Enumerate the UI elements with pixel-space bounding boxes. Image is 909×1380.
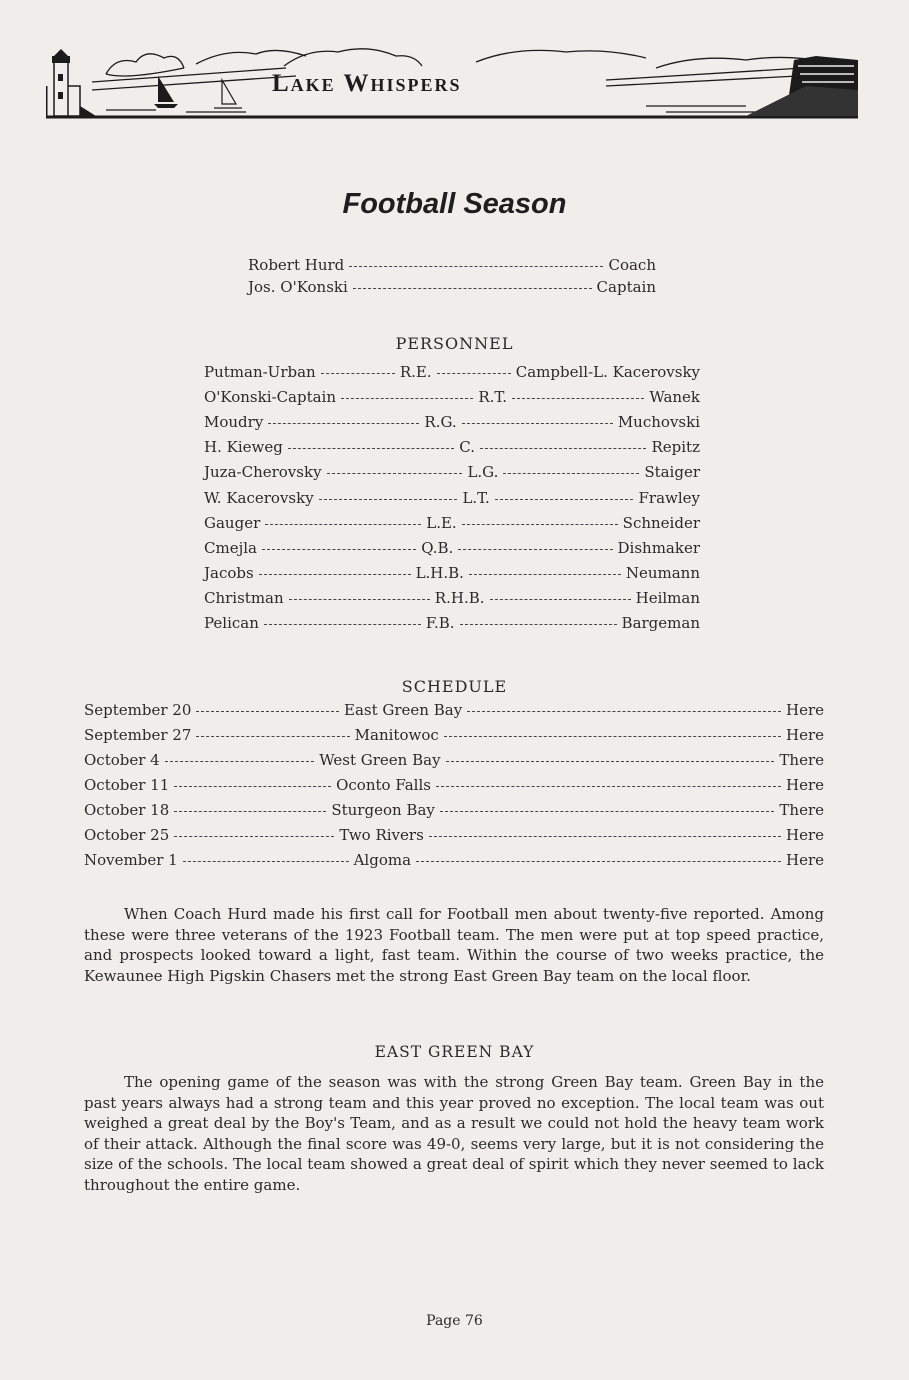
player-left: Moudry [204, 413, 264, 432]
game-opponent: Manitowoc [354, 726, 439, 744]
schedule-row [84, 851, 824, 873]
dotted-leader [460, 624, 617, 625]
dotted-leader [174, 811, 326, 812]
player-right: Campbell-L. Kacerovsky [515, 363, 701, 381]
dotted-leader [467, 711, 781, 712]
player-position: L.T. [462, 488, 490, 507]
game-date: October 25 [84, 826, 170, 844]
schedule-row [84, 801, 824, 823]
dotted-leader [462, 524, 618, 525]
player-position: F.B. [425, 614, 455, 632]
player-right: Wanek [649, 388, 701, 407]
dotted-leader [341, 398, 473, 399]
player-left: Juza-Cherovsky [204, 463, 322, 482]
personnel-row [204, 489, 700, 511]
dotted-leader [289, 599, 430, 600]
dotted-leader [512, 398, 644, 399]
player-left: W. Kacerovsky [204, 488, 314, 507]
official-name: Jos. O'Konski [248, 278, 348, 296]
player-right: Neumann [625, 563, 700, 582]
dotted-leader [429, 836, 781, 837]
dotted-leader [436, 786, 781, 787]
dotted-leader [349, 266, 603, 267]
dotted-leader [437, 373, 511, 374]
dotted-leader [416, 861, 781, 862]
cliff-icon [746, 56, 858, 116]
game-date: October 11 [84, 776, 170, 794]
player-position: L.E. [426, 513, 457, 532]
dotted-leader [264, 624, 421, 625]
dotted-leader [268, 423, 419, 424]
schedule-row [84, 701, 824, 723]
dotted-leader [444, 736, 781, 737]
banner-title: Lake Whispers [272, 70, 462, 97]
game-opponent: West Green Bay [319, 751, 441, 769]
player-right: Bargeman [621, 614, 700, 632]
player-left: Jacobs [204, 563, 254, 582]
dotted-leader [174, 786, 331, 787]
official-name: Robert Hurd [248, 256, 345, 274]
dotted-leader [353, 288, 592, 289]
dotted-leader [259, 574, 411, 575]
official-row [248, 278, 656, 296]
personnel-row [204, 564, 700, 586]
personnel-row [204, 363, 700, 385]
game-date: September 20 [84, 701, 192, 719]
dotted-leader [262, 549, 416, 550]
dotted-leader [165, 761, 314, 762]
dotted-leader [480, 448, 646, 449]
game-paragraph: The opening game of the season was with the strong Green Bay team. Green Bay in the past years always had a strong team and this year proved no exception. The local team was out weighed a great deal by the Boy's Team, and as a result we could not hold the heavy team work of their attack. Although the final score was 49-0, seems very large, but it is not considering the size of the schools. The local team showed a great deal of spirit which they never seemed to lack throughout the entire game. [84, 1073, 824, 1194]
player-right: Dishmaker [617, 538, 701, 557]
player-position: Q.B. [421, 538, 454, 557]
game-opponent: Sturgeon Bay [331, 801, 435, 819]
personnel-row [204, 413, 700, 435]
dotted-leader [321, 373, 395, 374]
game-location: Here [785, 851, 824, 869]
game-date: October 18 [84, 801, 170, 819]
dotted-leader [503, 473, 639, 474]
player-left: Gauger [204, 513, 261, 532]
player-left: O'Konski-Captain [204, 388, 337, 407]
lake-whispers-banner [46, 46, 858, 120]
player-left: Putman-Urban [204, 363, 316, 381]
game-opponent: East Green Bay [344, 701, 463, 719]
official-row [248, 256, 656, 274]
game-location: There [779, 801, 825, 819]
player-right: Repitz [651, 438, 700, 457]
player-position: R.T. [478, 388, 507, 407]
page-number: Page 76 [426, 1313, 483, 1329]
personnel-row [204, 614, 700, 636]
dotted-leader [174, 836, 334, 837]
player-right: Muchovski [617, 413, 700, 432]
game-date: October 4 [84, 751, 160, 769]
dotted-leader [265, 524, 421, 525]
game-date: November 1 [84, 851, 178, 869]
player-position: R.G. [424, 413, 457, 432]
schedule-row [84, 751, 824, 773]
dotted-leader [196, 736, 349, 737]
player-left: Cmejla [204, 538, 257, 557]
dotted-leader [288, 448, 454, 449]
game-location: Here [785, 726, 824, 744]
personnel-row [204, 388, 700, 410]
player-right: Heilman [635, 588, 701, 607]
player-right: Frawley [638, 488, 700, 507]
personnel-row [204, 438, 700, 460]
dotted-leader [462, 423, 613, 424]
player-left: Christman [204, 588, 284, 607]
dotted-leader [183, 861, 349, 862]
game-location: Here [786, 776, 825, 794]
dotted-leader [458, 549, 612, 550]
game-location: Here [785, 826, 824, 844]
game-location: Here [785, 701, 824, 719]
official-role: Coach [608, 256, 656, 274]
personnel-heading: PERSONNEL [395, 334, 514, 353]
game-date: September 27 [84, 726, 192, 744]
schedule-row [84, 726, 824, 748]
game-opponent: Algoma [353, 851, 412, 869]
game-location: There [779, 751, 824, 769]
schedule-row [84, 826, 824, 848]
personnel-row [204, 463, 700, 485]
page-title: Football Season [342, 188, 567, 220]
personnel-row [204, 539, 700, 561]
dotted-leader [495, 499, 634, 500]
dotted-leader [319, 499, 458, 500]
player-position: R.E. [399, 363, 432, 381]
dotted-leader [327, 473, 463, 474]
player-position: L.H.B. [415, 563, 464, 582]
schedule-heading: SCHEDULE [401, 677, 508, 696]
personnel-row [204, 589, 700, 611]
dotted-leader [446, 761, 775, 762]
game-opponent: Two Rivers [339, 826, 424, 844]
dotted-leader [469, 574, 621, 575]
dotted-leader [196, 711, 339, 712]
player-right: Schneider [622, 513, 700, 532]
official-role: Captain [596, 278, 656, 296]
intro-paragraph: When Coach Hurd made his first call for Football men about twenty-five reported. Among these were three veterans of the 1923 Football team. The men were put at top speed practice, and prospects looked toward a light, fast team. Within the course of two weeks practice, the Kewaunee High Pigskin Chasers met the strong East Green Bay team on the local floor. [84, 905, 824, 985]
game-opponent: Oconto Falls [336, 776, 431, 794]
player-position: L.G. [467, 463, 499, 482]
personnel-row [204, 514, 700, 536]
player-position: R.H.B. [434, 588, 485, 607]
schedule-row [84, 776, 824, 798]
player-left: Pelican [204, 614, 259, 632]
player-right: Staiger [644, 463, 701, 482]
game-heading: EAST GREEN BAY [374, 1043, 535, 1061]
dotted-leader [490, 599, 631, 600]
lighthouse-icon [52, 49, 96, 116]
player-left: H. Kieweg [204, 438, 283, 457]
dotted-leader [440, 811, 775, 812]
player-position: C. [459, 438, 476, 457]
